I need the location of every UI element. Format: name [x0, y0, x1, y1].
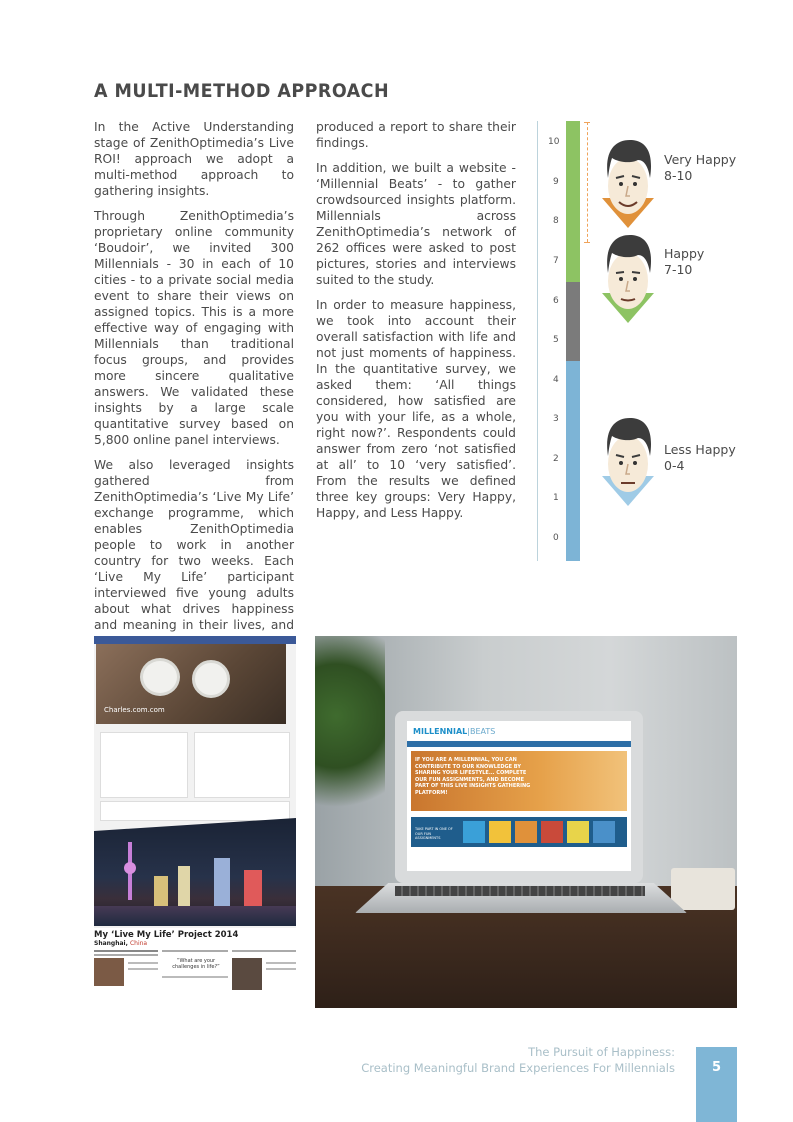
paragraph: produced a report to share their findings.	[316, 120, 516, 150]
group-name: Very Happy	[664, 152, 737, 167]
hero-banner	[411, 751, 627, 811]
text-column-left	[94, 119, 294, 658]
watermark-text: Charles.com.com	[104, 706, 165, 714]
laptop-screen	[407, 721, 631, 871]
text-line	[128, 968, 158, 970]
brand2: BEATS	[469, 727, 496, 736]
portrait-photo	[94, 958, 124, 986]
live-my-life-collage	[94, 636, 296, 1008]
cover-photo	[96, 644, 286, 724]
less-happy-face-icon	[600, 416, 656, 508]
happy-face-icon	[600, 233, 656, 325]
scale-bar-green	[566, 121, 580, 282]
book-stack	[671, 868, 735, 910]
building	[244, 870, 262, 906]
group-range: 8-10	[664, 168, 693, 183]
building	[178, 866, 190, 906]
paragraph: In the Active Understanding stage of ZenithOptimedia’s Live ROI! approach we adopt a multi-method approach to gathering insights.	[94, 120, 294, 198]
brand: MILLENNIAL	[413, 727, 468, 736]
very-happy-face-icon	[600, 138, 656, 230]
hero-banner-text: IF YOU ARE A MILLENNIAL, YOU CAN CONTRIBUTE TO OUR KNOWLEDGE BY SHARING YOUR LIFESTYLE... COMPLETE OUR FUN ASSIGNMENTS, AND BECOME PART OF THIS LIVE INSIGHTS GATHERING PLATFORM!	[415, 757, 531, 796]
strip-text: TAKE PART IN ONE OF OUR FUN ASSIGNMENTS	[415, 827, 453, 840]
building	[214, 858, 230, 906]
site-logo	[413, 727, 495, 736]
scale-bar-grey	[566, 282, 580, 361]
very-happy-label	[664, 152, 736, 184]
scale-tick: 2	[553, 454, 559, 464]
paragraph: We also leveraged insights gathered from ZenithOptimedia’s ‘Live My Life’ exchange programme, which enables ZenithOptimedia people to work in another country for two weeks. Each ‘Live My Life’ participant interviewed five young adults about what drives happiness and meaning in their lives, and	[94, 458, 294, 632]
text-column-middle	[316, 119, 516, 530]
shanghai-skyline-photo	[94, 818, 296, 926]
scale-tick: 10	[548, 137, 560, 147]
scale-tick: 5	[553, 335, 559, 345]
country: China	[129, 940, 148, 947]
building	[154, 876, 168, 906]
fb-post-card	[100, 732, 188, 798]
happy-label	[664, 246, 704, 278]
cup-icon	[140, 658, 180, 696]
scale-tick: 0	[553, 533, 559, 543]
assignment-tile[interactable]	[567, 821, 589, 843]
paragraph: Through ZenithOptimedia’s proprietary online community ‘Boudoir’, we invited 300 Millennials - 30 in each of 10 cities - to a private social media event to share their views on assigned topics. This is a more effective way of engaging with Millennials than traditional focus groups, and provides more sincere qualitative answers. We validated these insights by a large scale quantitative survey based on 5,800 online panel interviews.	[94, 209, 294, 447]
laptop-lid	[395, 711, 643, 883]
text-line	[232, 950, 296, 952]
plant	[315, 636, 385, 836]
paragraph: In addition, we built a website - ‘Millennial Beats’ - to gather crowdsourced insights platform. Millennials across ZenithOptimedia’s network of 262 offices were asked to post pictures, stories and interviews suited to the study.	[316, 161, 516, 287]
text-line	[94, 950, 158, 952]
text-line	[162, 976, 228, 978]
project-article	[94, 928, 296, 1008]
assignment-tile[interactable]	[489, 821, 511, 843]
page-heading: A MULTI-METHOD APPROACH	[94, 80, 390, 102]
footer-subtitle: Creating Meaningful Brand Experiences For Millennials	[361, 1061, 675, 1075]
footer-title: The Pursuit of Happiness:	[528, 1045, 675, 1059]
pull-quote: “What are your challenges in life?”	[172, 958, 220, 970]
range-cap	[584, 122, 590, 123]
very-happy-range-marker	[587, 122, 588, 242]
tower-sphere	[124, 862, 136, 874]
group-name: Happy	[664, 246, 705, 261]
assignment-tile[interactable]	[515, 821, 537, 843]
text-line	[266, 962, 296, 964]
less-happy-label	[664, 442, 736, 474]
text-line	[162, 950, 228, 952]
range-cap	[584, 242, 590, 243]
assignments-strip	[411, 817, 627, 847]
laptop-photo	[315, 636, 737, 1008]
scale-tick: 9	[553, 177, 559, 187]
scale-bar-blue	[566, 361, 580, 561]
site-nav-bar[interactable]	[407, 741, 631, 747]
paragraph: In order to measure happiness, we took into account their overall satisfaction with life and not just moments of happiness. In the quantitative survey, we asked them: ‘All things considered, how satisfied are you with your life, as a whole, right now?’. Respondents could answer from zero ‘not satisfied at all’ to 10 ‘very satisfied’. From the results we defined three key groups: Very Happy, Happy, and Less Happy.	[316, 298, 516, 520]
page-number: 5	[696, 1047, 737, 1122]
fb-post-card	[100, 801, 290, 821]
scale-tick: 6	[553, 296, 559, 306]
scale-tick: 3	[553, 414, 559, 424]
scale-tick: 1	[553, 493, 559, 503]
group-range: 7-10	[664, 262, 693, 277]
cup-icon	[192, 660, 230, 698]
fb-top-bar	[94, 636, 296, 644]
text-line	[128, 962, 158, 964]
scale-tick: 8	[553, 216, 559, 226]
assignment-tile[interactable]	[593, 821, 615, 843]
assignment-tile[interactable]	[541, 821, 563, 843]
scale-tick: 4	[553, 375, 559, 385]
scale-tick: 7	[553, 256, 559, 266]
project-title: My ‘Live My Life’ Project 2014	[94, 930, 239, 940]
text-line	[94, 954, 158, 956]
text-line	[266, 968, 296, 970]
river	[94, 906, 296, 926]
group-name: Less Happy	[664, 442, 736, 457]
laptop-keyboard	[395, 886, 645, 896]
assignment-tile[interactable]	[463, 821, 485, 843]
group-range: 0-4	[664, 458, 685, 473]
brand-separator: |	[467, 727, 470, 736]
portrait-photo	[232, 958, 262, 990]
project-location	[94, 940, 296, 947]
fb-post-card	[194, 732, 290, 798]
city: Shanghai,	[94, 940, 128, 947]
scale-axis-line	[537, 121, 538, 561]
